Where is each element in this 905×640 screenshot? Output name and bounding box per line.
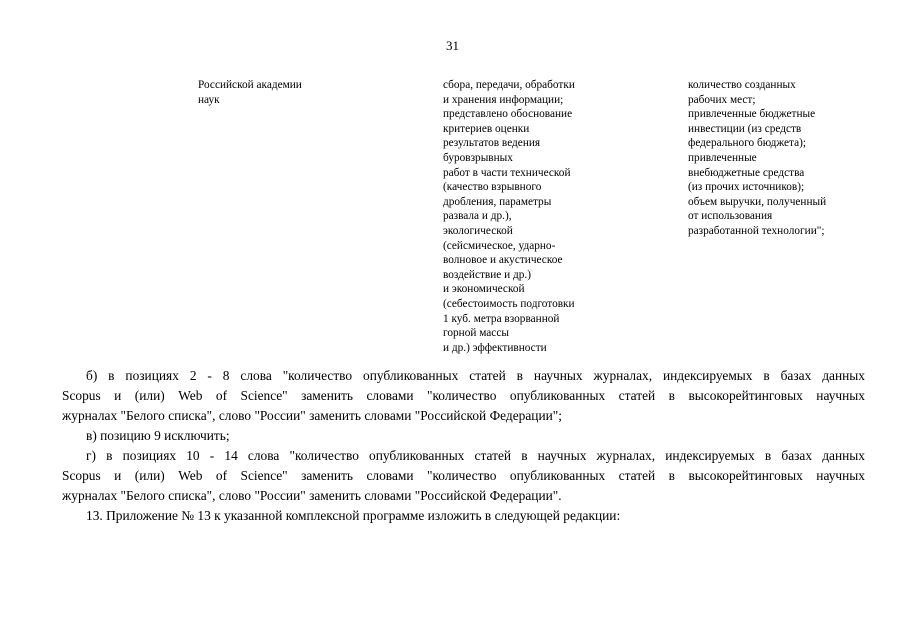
table-cell-line: привлеченные — [688, 151, 757, 164]
table-cell-line: (сейсмическое, ударно- — [443, 239, 556, 252]
table-cell-line: (себестоимость подготовки — [443, 297, 575, 310]
paragraph-b — [62, 366, 865, 426]
table-column-results — [443, 78, 575, 355]
table-cell-line: и экономической — [443, 283, 525, 296]
paragraph-line: Scopus и (или) Web of Science" заменить словами "количество опубликованных статей в высокорейтинговых научных — [62, 468, 865, 483]
table-cell-line: развала и др.), — [443, 210, 512, 223]
table-cell-line: Российской академии — [198, 79, 302, 91]
table-cell-line: экологической — [443, 224, 513, 237]
table-cell-line: инвестиции (из средств — [688, 122, 802, 135]
table-cell-line: внебюджетные средства — [688, 166, 805, 179]
table-cell-line: критериев оценки — [443, 122, 530, 135]
table-cell-line: работ в части технической — [443, 166, 571, 179]
paragraph-line: журналах "Белого списка", слово "России" заменить словами "Российской Федерации". — [62, 488, 562, 503]
paragraph-line: б) в позициях 2 - 8 слова "количество опубликованных статей в научных журналах, индексируемых в базах данных — [86, 368, 865, 383]
body-text — [62, 366, 865, 526]
paragraph-line: журналах "Белого списка", слово "России" заменить словами "Российской Федерации"; — [62, 408, 562, 423]
table-cell-line: воздействие и др.) — [443, 268, 531, 281]
table-cell-line: буровзрывных — [443, 151, 513, 164]
paragraph-line: в) позицию 9 исключить; — [86, 428, 230, 443]
table-cell-line: и хранения информации; — [443, 93, 564, 106]
table-cell-line: 1 куб. метра взорванной — [443, 312, 560, 325]
paragraph-v — [62, 426, 865, 446]
table-cell-line: привлеченные бюджетные — [688, 108, 816, 121]
paragraph-line: Scopus и (или) Web of Science" заменить словами "количество опубликованных статей в высокорейтинговых научных — [62, 388, 865, 403]
table-column-indicators — [688, 78, 826, 239]
paragraph-line: 13. Приложение № 13 к указанной комплексной программе изложить в следующей редакции: — [86, 508, 621, 523]
table-cell-line: сбора, передачи, обработки — [443, 79, 575, 91]
paragraph-13 — [62, 506, 865, 526]
paragraph-g — [62, 446, 865, 506]
table-cell-line: дробления, параметры — [443, 195, 552, 208]
table-cell-line: наук — [198, 93, 220, 106]
table-cell-line: рабочих мест; — [688, 93, 756, 106]
table-column-organization — [198, 78, 302, 107]
table-cell-line: от использования — [688, 210, 773, 223]
table-cell-line: представлено обоснование — [443, 108, 573, 121]
table-cell-line: объем выручки, полученный — [688, 195, 827, 208]
table-cell-line: результатов ведения — [443, 137, 541, 150]
table-cell-line: (из прочих источников); — [688, 181, 805, 194]
page-number: 31 — [446, 38, 459, 53]
table-cell-line: (качество взрывного — [443, 181, 542, 194]
paragraph-line: г) в позициях 10 - 14 слова "количество опубликованных статей в научных журналах, индексируемых в базах данных — [86, 448, 865, 463]
table-cell-line: и др.) эффективности — [443, 341, 547, 354]
table-cell-line: волновое и акустическое — [443, 254, 563, 267]
table-cell-line: разработанной технологии"; — [688, 224, 825, 237]
table-cell-line: горной массы — [443, 327, 509, 340]
table-cell-line: федерального бюджета); — [688, 137, 807, 150]
table-cell-line: количество созданных — [688, 79, 796, 91]
